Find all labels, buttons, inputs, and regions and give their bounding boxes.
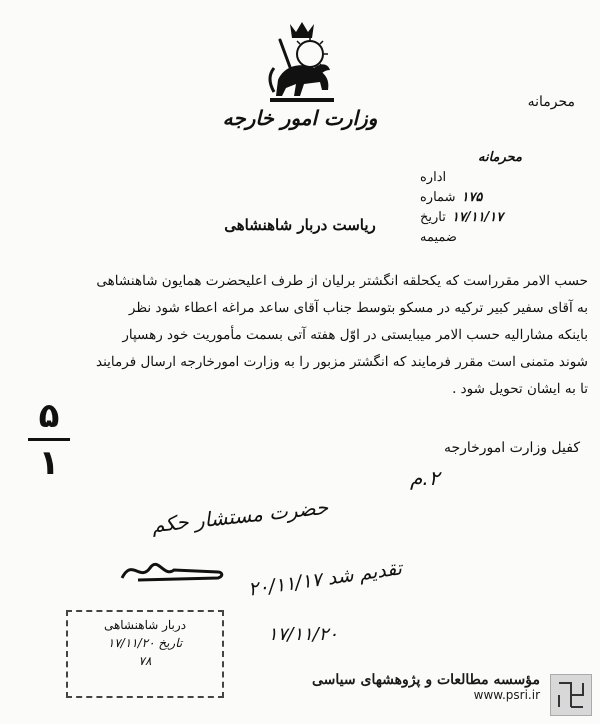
field-label-attachment: ضمیمه (420, 230, 457, 245)
field-value-date: ۱۷/۱۱/۱۷ (451, 210, 504, 225)
institute-website: www.psri.ir (473, 688, 540, 702)
stamp-number: ۷۸ (138, 654, 152, 668)
signer-title: کفیل وزارت امورخارجه (443, 440, 580, 456)
body-line: شوند متمنی است مقرر فرمایند که انگشتر مزبور را به وزارت امورخارجه ارسال فرمایند (96, 354, 588, 370)
fraction-bar (28, 438, 70, 441)
lion-and-sun-emblem (260, 18, 344, 108)
confidential-label: محرمانه (527, 94, 575, 110)
field-label-number: شماره (420, 190, 456, 205)
stamp-date: تاریخ ۱۷/۱۱/۲۰ (107, 636, 183, 650)
stamp-title: دربار شاهنشاهی (103, 618, 187, 632)
handwritten-note: حضرت مستشار حکم (150, 494, 330, 538)
body-line: حسب الامر مقرراست که یکحلقه انگشتر برلیان از طرف اعلیحضرت همایون شاهنشاهی (96, 273, 588, 289)
field-value-number: ۱۷۵ (461, 190, 483, 205)
fraction-denominator: ۱ (38, 443, 60, 483)
watermark-footer (300, 672, 540, 702)
margin-fraction (24, 396, 74, 483)
receipt-stamp (66, 610, 224, 698)
letter-body (14, 268, 588, 403)
body-line: باینکه مشارالیه حسب الامر میبایستی در اوّل هفته آتی بسمت مأموریت خود رهسپار (122, 327, 588, 343)
institute-name: مؤسسه مطالعات و پژوهشهای سیاسی (312, 672, 540, 688)
letter-metadata (420, 148, 580, 248)
field-label-office: اداره (420, 170, 447, 185)
handwritten-date: ۱۷/۱۱/۲۰ (267, 624, 339, 645)
field-label-date: تاریخ (420, 210, 446, 225)
body-line: تا به ایشان تحویل شود . (452, 381, 588, 397)
handwritten-submission-note: تقدیم شد ۲۰/۱۱/۱۷ (246, 557, 404, 601)
ministry-title: وزارت امور خارجه (222, 106, 378, 130)
signer-initial: ۲.م (410, 466, 440, 490)
recipient-line: ریاست دربار شاهنشاهی (224, 216, 376, 234)
fraction-numerator: ۵ (38, 396, 60, 436)
institute-logo-icon (550, 674, 592, 716)
body-line: به آقای سفیر کبیر ترکیه در مسکو بتوسط جناب آقای ساعد مراغه اعطاء شود نظر (128, 300, 588, 316)
handwritten-flourish (118, 548, 228, 588)
confidential-stamp: محرمانه (477, 150, 523, 165)
